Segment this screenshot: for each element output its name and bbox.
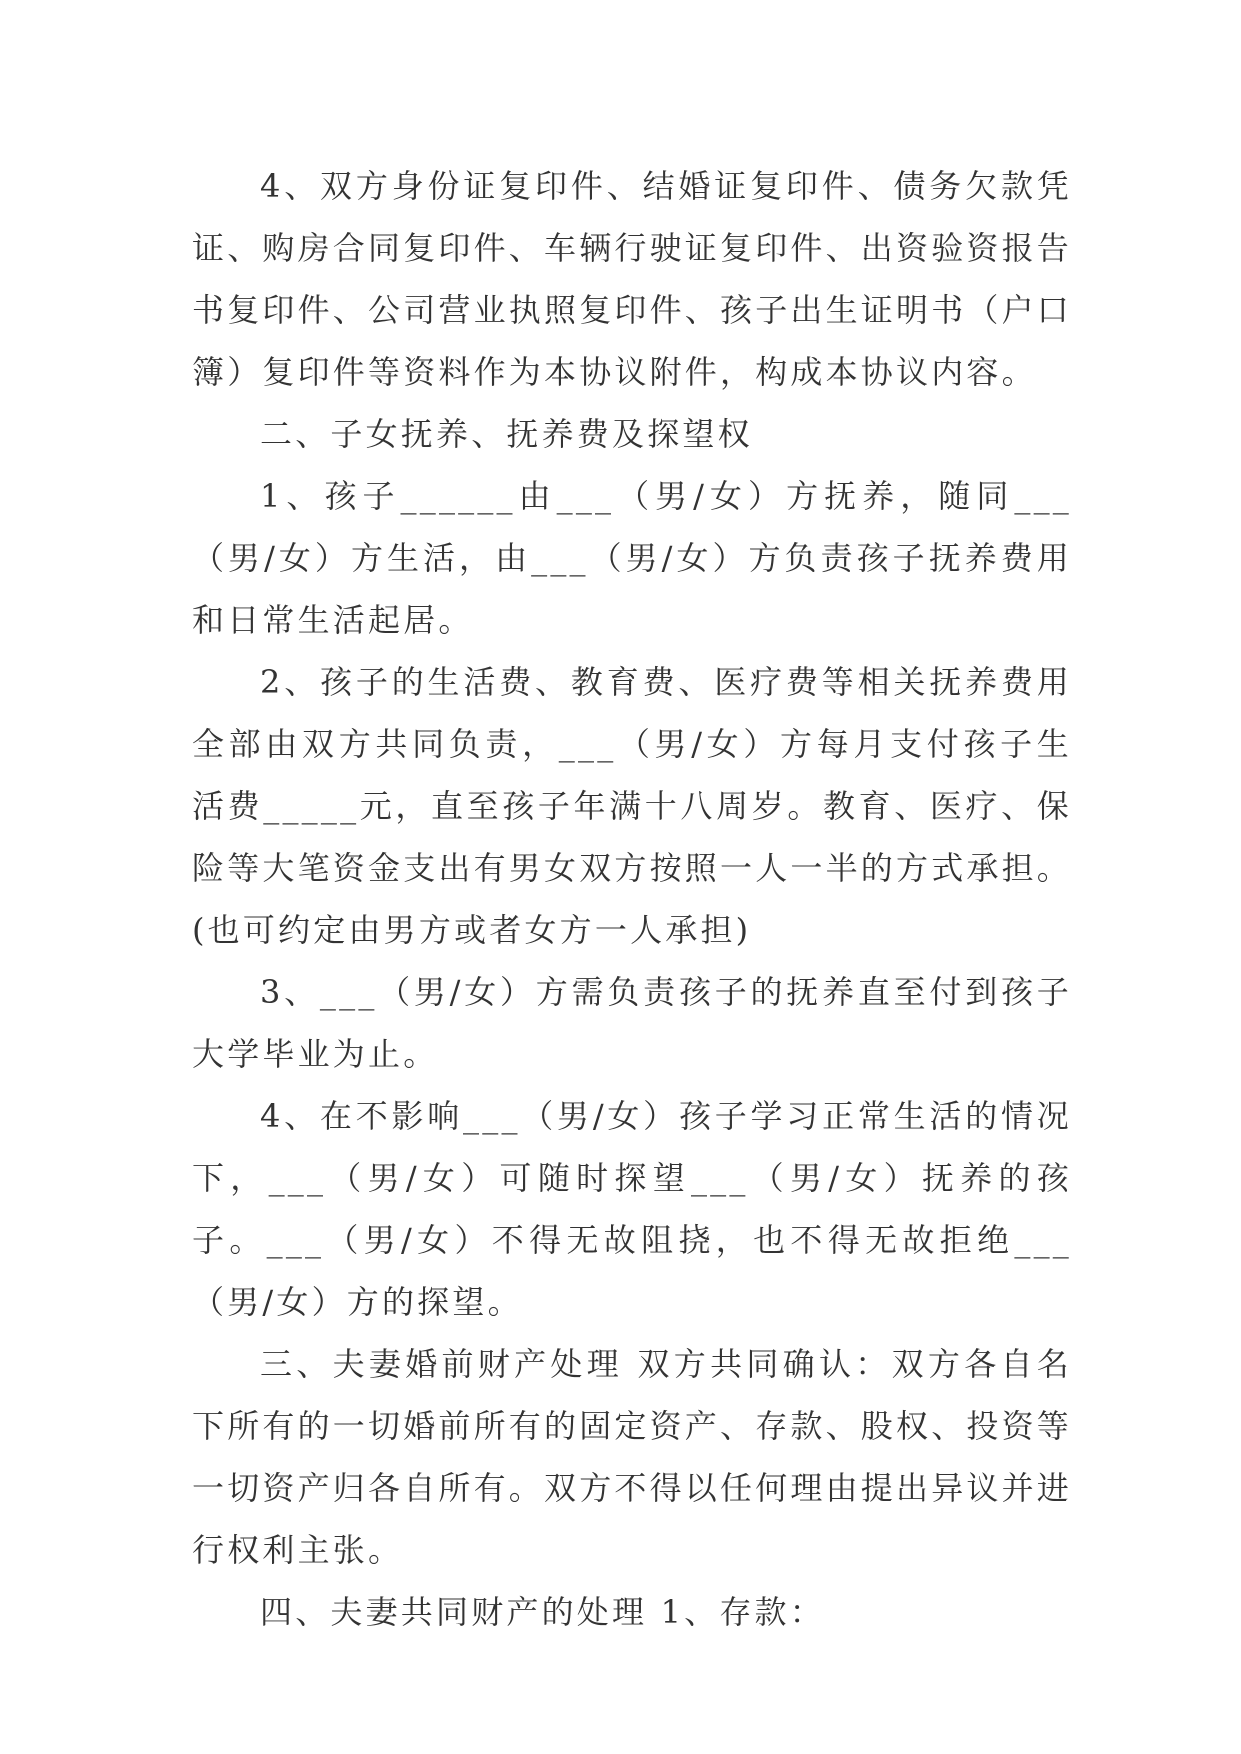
section-heading-joint-property: 四、夫妻共同财产的处理 1、存款： — [260, 1593, 825, 1631]
document-body — [192, 155, 1072, 1643]
paragraph-custody: 1、孩子______由___（男/女）方抚养，随同___（男/女）方生活，由___（男/女）方负责孩子抚养费用和日常生活起居。 — [192, 477, 1072, 639]
paragraph-attachments: 4、双方身份证复印件、结婚证复印件、债务欠款凭证、购房合同复印件、车辆行驶证复印件、出资验资报告书复印件、公司营业执照复印件、孩子出生证明书（户口簿）复印件等资料作为本协议附件，构成本协议内容。 — [192, 167, 1073, 391]
paragraph-child-support: 2、孩子的生活费、教育费、医疗费等相关抚养费用全部由双方共同负责，___（男/女）方每月支付孩子生活费_____元，直至孩子年满十八周岁。教育、医疗、保险等大笔资金支出有男女双方按照一人一半的方式承担。(也可约定由男方或者女方一人承担) — [192, 663, 1073, 949]
section-heading-child-custody: 二、子女抚养、抚养费及探望权 — [260, 415, 753, 453]
paragraph-premarital-property: 三、夫妻婚前财产处理 双方共同确认：双方各自名下所有的一切婚前所有的固定资产、存款、股权、投资等一切资产归各自所有。双方不得以任何理由提出异议并进行权利主张。 — [192, 1345, 1073, 1569]
paragraph-support-until-graduation: 3、___（男/女）方需负责孩子的抚养直至付到孩子大学毕业为止。 — [192, 973, 1072, 1073]
paragraph-visitation: 4、在不影响___（男/女）孩子学习正常生活的情况下，___（男/女）可随时探望___（男/女）抚养的孩子。___（男/女）不得无故阻挠，也不得无故拒绝___（男/女）方的探望。 — [192, 1097, 1072, 1321]
